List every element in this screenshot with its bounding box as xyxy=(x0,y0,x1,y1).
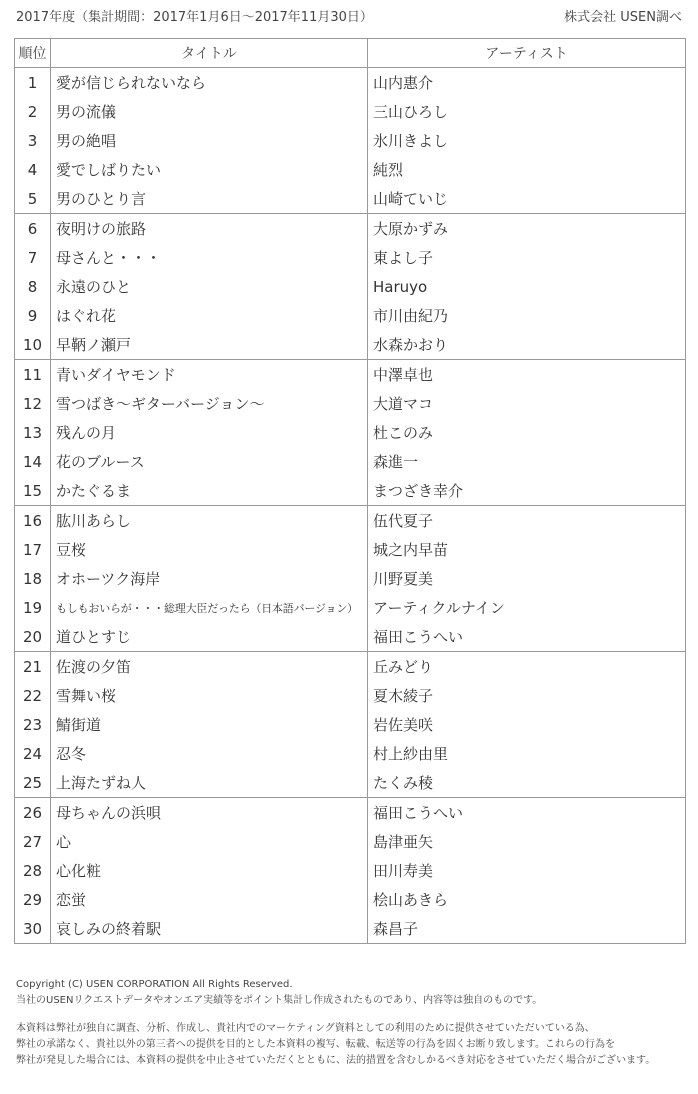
title-cell: 心化粧 xyxy=(51,856,368,885)
rank-cell: 28 xyxy=(15,856,51,885)
rank-cell: 22 xyxy=(15,681,51,710)
table-row xyxy=(15,710,686,739)
table-row xyxy=(15,184,686,214)
rank-cell: 19 xyxy=(15,593,51,622)
table-row xyxy=(15,214,686,244)
title-cell: 道ひとすじ xyxy=(51,622,368,652)
artist-cell: 中澤卓也 xyxy=(368,360,686,390)
table-row xyxy=(15,535,686,564)
rank-cell: 14 xyxy=(15,447,51,476)
column-header-rank: 順位 xyxy=(15,39,51,68)
rank-cell: 26 xyxy=(15,798,51,828)
title-cell: 永遠のひと xyxy=(51,272,368,301)
table-row xyxy=(15,389,686,418)
table-row xyxy=(15,652,686,682)
artist-cell: 山崎ていじ xyxy=(368,184,686,214)
title-cell: 肱川あらし xyxy=(51,506,368,536)
rank-cell: 16 xyxy=(15,506,51,536)
copyright-text: Copyright (C) USEN CORPORATION All Rights Reserved. xyxy=(16,979,293,990)
artist-cell: 川野夏美 xyxy=(368,564,686,593)
disclaimer-line-3: 弊社が発見した場合には、本資料の提供を中止させていただくとともに、法的措置を含むしかるべき対応をさせていただく場合がございます。 xyxy=(16,1055,656,1066)
title-cell: 恋蛍 xyxy=(51,885,368,914)
title-cell: 愛が信じられないなら xyxy=(51,68,368,98)
artist-cell: 山内惠介 xyxy=(368,68,686,98)
title-cell: かたぐるま xyxy=(51,476,368,506)
rank-cell: 27 xyxy=(15,827,51,856)
title-cell: 佐渡の夕笛 xyxy=(51,652,368,682)
artist-cell: 村上紗由里 xyxy=(368,739,686,768)
artist-cell: 大原かずみ xyxy=(368,214,686,244)
title-cell: 男の流儀 xyxy=(51,97,368,126)
table-row xyxy=(15,126,686,155)
title-cell: 男の絶唱 xyxy=(51,126,368,155)
artist-cell: 田川寿美 xyxy=(368,856,686,885)
table-row xyxy=(15,681,686,710)
artist-cell: 東よし子 xyxy=(368,243,686,272)
rank-cell: 6 xyxy=(15,214,51,244)
artist-cell: 福田こうへい xyxy=(368,798,686,828)
rank-cell: 24 xyxy=(15,739,51,768)
rank-cell: 9 xyxy=(15,301,51,330)
column-header-artist: アーティスト xyxy=(368,39,686,68)
table-row xyxy=(15,476,686,506)
table-row xyxy=(15,97,686,126)
rank-cell: 1 xyxy=(15,68,51,98)
rank-cell: 8 xyxy=(15,272,51,301)
table-row xyxy=(15,360,686,390)
rank-cell: 20 xyxy=(15,622,51,652)
artist-cell: 森昌子 xyxy=(368,914,686,944)
rank-cell: 3 xyxy=(15,126,51,155)
artist-cell: まつざき幸介 xyxy=(368,476,686,506)
title-cell: 母ちゃんの浜唄 xyxy=(51,798,368,828)
aggregation-period: 2017年度（集計期間：2017年1月6日～2017年11月30日） xyxy=(16,10,373,25)
table-row xyxy=(15,914,686,944)
title-cell: 雪つばき～ギターバージョン～ xyxy=(51,389,368,418)
title-cell: 豆桜 xyxy=(51,535,368,564)
rank-cell: 10 xyxy=(15,330,51,360)
disclaimer-line-2: 弊社の承諾なく、貴社以外の第三者への提供を目的とした本資料の複写、転載、転送等の行為を固くお断り致します。これらの行為を xyxy=(16,1039,615,1050)
table-row xyxy=(15,243,686,272)
rank-cell: 5 xyxy=(15,184,51,214)
title-cell: 早鞆ノ瀬戸 xyxy=(51,330,368,360)
artist-cell: 大道マコ xyxy=(368,389,686,418)
table-row xyxy=(15,506,686,536)
title-cell: はぐれ花 xyxy=(51,301,368,330)
rank-cell: 29 xyxy=(15,885,51,914)
artist-cell: 城之内早苗 xyxy=(368,535,686,564)
title-cell: 男のひとり言 xyxy=(51,184,368,214)
column-header-title: タイトル xyxy=(51,39,368,68)
table-row xyxy=(15,827,686,856)
title-cell: 青いダイヤモンド xyxy=(51,360,368,390)
footer xyxy=(16,977,688,1069)
table-row xyxy=(15,856,686,885)
artist-cell: 水森かおり xyxy=(368,330,686,360)
table-row xyxy=(15,739,686,768)
rank-cell: 12 xyxy=(15,389,51,418)
ranking-table xyxy=(14,38,686,944)
title-cell: 鯖街道 xyxy=(51,710,368,739)
artist-cell: 杜このみ xyxy=(368,418,686,447)
title-cell: オホーツク海岸 xyxy=(51,564,368,593)
artist-cell: Haruyo xyxy=(368,272,686,301)
artist-cell: 岩佐美咲 xyxy=(368,710,686,739)
artist-cell: アーティクルナイン xyxy=(368,593,686,622)
data-source: 株式会社 USEN調べ xyxy=(564,10,682,25)
rank-cell: 4 xyxy=(15,155,51,184)
rank-cell: 25 xyxy=(15,768,51,798)
artist-cell: 森進一 xyxy=(368,447,686,476)
rank-cell: 17 xyxy=(15,535,51,564)
rank-cell: 7 xyxy=(15,243,51,272)
table-row xyxy=(15,301,686,330)
artist-cell: 氷川きよし xyxy=(368,126,686,155)
artist-cell: 島津亜矢 xyxy=(368,827,686,856)
title-cell: 母さんと・・・ xyxy=(51,243,368,272)
rank-cell: 30 xyxy=(15,914,51,944)
artist-cell: 純烈 xyxy=(368,155,686,184)
table-row xyxy=(15,593,686,622)
artist-cell: 桧山あきら xyxy=(368,885,686,914)
title-cell: 上海たずね人 xyxy=(51,768,368,798)
table-row xyxy=(15,272,686,301)
table-row xyxy=(15,68,686,98)
artist-cell: 福田こうへい xyxy=(368,622,686,652)
title-cell: 雪舞い桜 xyxy=(51,681,368,710)
table-row xyxy=(15,885,686,914)
table-row xyxy=(15,622,686,652)
table-row xyxy=(15,418,686,447)
table-header-row xyxy=(15,39,686,68)
table-row xyxy=(15,564,686,593)
disclaimer-line-1: 本資料は弊社が独自に調査、分析、作成し、貴社内でのマーケティング資料としての利用のために提供させていただいている為、 xyxy=(16,1023,595,1034)
rank-cell: 11 xyxy=(15,360,51,390)
table-row xyxy=(15,447,686,476)
table-row xyxy=(15,768,686,798)
table-row xyxy=(15,155,686,184)
artist-cell: 丘みどり xyxy=(368,652,686,682)
artist-cell: たくみ稜 xyxy=(368,768,686,798)
title-cell: 夜明けの旅路 xyxy=(51,214,368,244)
artist-cell: 夏木綾子 xyxy=(368,681,686,710)
data-note: 当社のUSENリクエストデータやオンエア実績等をポイント集計し作成されたものであり、内容等は独自のものです。 xyxy=(16,995,543,1006)
title-cell: もしもおいらが・・・総理大臣だったら（日本語バージョン） xyxy=(51,593,368,622)
table-row xyxy=(15,798,686,828)
rank-cell: 18 xyxy=(15,564,51,593)
title-cell: 花のブルース xyxy=(51,447,368,476)
title-cell: 忍冬 xyxy=(51,739,368,768)
rank-cell: 2 xyxy=(15,97,51,126)
report-header xyxy=(14,8,684,28)
ranking-body xyxy=(15,68,686,944)
artist-cell: 市川由紀乃 xyxy=(368,301,686,330)
title-cell: 残んの月 xyxy=(51,418,368,447)
artist-cell: 三山ひろし xyxy=(368,97,686,126)
rank-cell: 21 xyxy=(15,652,51,682)
rank-cell: 13 xyxy=(15,418,51,447)
rank-cell: 15 xyxy=(15,476,51,506)
title-cell: 愛でしばりたい xyxy=(51,155,368,184)
rank-cell: 23 xyxy=(15,710,51,739)
table-row xyxy=(15,330,686,360)
title-cell: 心 xyxy=(51,827,368,856)
title-cell: 哀しみの終着駅 xyxy=(51,914,368,944)
artist-cell: 伍代夏子 xyxy=(368,506,686,536)
